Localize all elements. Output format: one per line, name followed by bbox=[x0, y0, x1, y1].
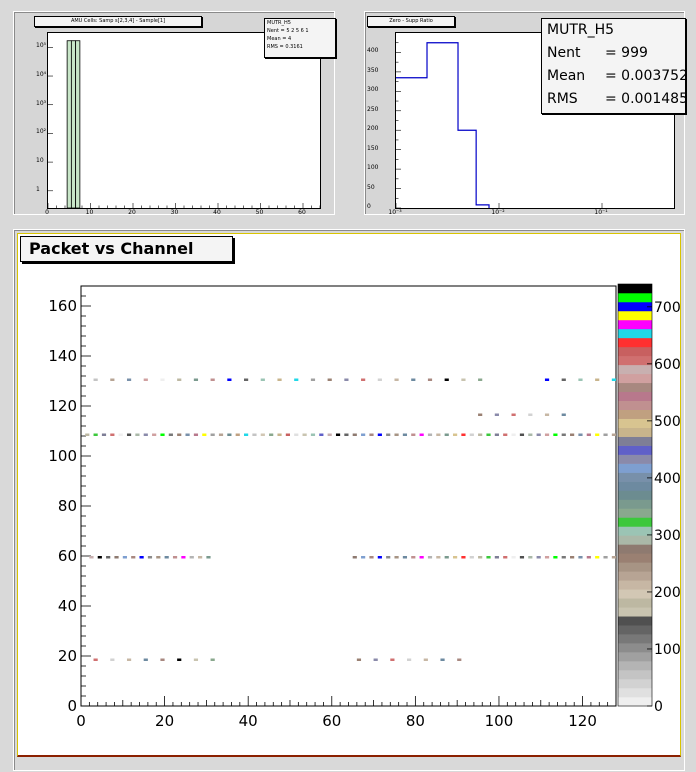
heatmap-cell bbox=[211, 434, 215, 437]
heatmap-cell bbox=[123, 556, 127, 559]
heatmap-cell bbox=[512, 556, 516, 559]
heatmap-y-tick-label: 80 bbox=[57, 497, 77, 515]
heatmap-cell bbox=[160, 659, 164, 662]
color-scale-swatch bbox=[618, 634, 652, 643]
color-scale-tick-label: 300 bbox=[654, 527, 680, 544]
amu-x-tick-label: 60 bbox=[298, 209, 306, 216]
color-scale-swatch bbox=[618, 374, 652, 383]
heatmap-cell bbox=[457, 659, 461, 662]
heatmap-y-tick-label: 20 bbox=[57, 647, 77, 665]
heatmap-cell bbox=[478, 556, 482, 559]
color-scale-swatch bbox=[618, 688, 652, 697]
heatmap-cell bbox=[407, 659, 411, 662]
packet-vs-channel-frame bbox=[17, 233, 681, 757]
heatmap-cell bbox=[344, 379, 348, 382]
heatmap-cell bbox=[520, 434, 524, 437]
heatmap-cell bbox=[595, 434, 599, 437]
zero-supp-x-tick-label: 10⁻³ bbox=[388, 209, 402, 216]
amu-y-tick-label: 10⁵ bbox=[36, 42, 47, 50]
heatmap-cell bbox=[369, 434, 373, 437]
heatmap-cell bbox=[169, 434, 173, 437]
heatmap-cell bbox=[110, 434, 114, 437]
heatmap-cell bbox=[603, 556, 607, 559]
heatmap-cell bbox=[244, 379, 248, 382]
heatmap-cell bbox=[303, 434, 307, 437]
color-scale-swatch bbox=[618, 580, 652, 589]
zero-supp-pad bbox=[364, 11, 688, 216]
heatmap-cell bbox=[445, 434, 449, 437]
zero-supp-stats-box bbox=[541, 18, 686, 114]
heatmap-cell bbox=[177, 379, 181, 382]
heatmap-cell bbox=[194, 434, 198, 437]
heatmap-cell bbox=[461, 434, 465, 437]
heatmap-y-tick-label: 140 bbox=[48, 347, 77, 365]
heatmap-cell bbox=[211, 659, 215, 662]
heatmap-cell bbox=[152, 434, 156, 437]
heatmap-y-tick-label: 0 bbox=[67, 697, 77, 715]
heatmap-x-tick-label: 80 bbox=[405, 712, 425, 730]
heatmap-y-tick-label: 160 bbox=[48, 297, 77, 315]
heatmap-cell bbox=[89, 556, 93, 559]
heatmap-cell bbox=[244, 434, 248, 437]
amu-cells-stats-box bbox=[264, 18, 336, 58]
heatmap-cell bbox=[328, 379, 332, 382]
color-scale-swatch bbox=[618, 383, 652, 392]
heatmap-cell bbox=[411, 556, 415, 559]
heatmap-cell bbox=[261, 379, 265, 382]
heatmap-cell bbox=[578, 379, 582, 382]
heatmap-cell bbox=[94, 379, 98, 382]
heatmap-cell bbox=[570, 556, 574, 559]
color-scale-swatch bbox=[618, 508, 652, 517]
heatmap-plot-area bbox=[81, 286, 616, 706]
heatmap-cell bbox=[587, 556, 591, 559]
zero-supp-y-tick-label: 150 bbox=[367, 144, 379, 152]
heatmap-cell bbox=[436, 556, 440, 559]
color-scale-swatch bbox=[618, 482, 652, 491]
heatmap-cell bbox=[156, 556, 160, 559]
color-scale-swatch bbox=[618, 553, 652, 562]
amu-stats-line: MUTR_H5 bbox=[267, 20, 291, 26]
heatmap-cell bbox=[353, 434, 357, 437]
zero-supp-title: Zero - Supp Ratio bbox=[367, 16, 455, 27]
heatmap-x-tick-label: 40 bbox=[238, 712, 258, 730]
packet-vs-channel-pad bbox=[13, 229, 685, 771]
heatmap-cell bbox=[94, 434, 98, 437]
heatmap-cell bbox=[428, 379, 432, 382]
heatmap-y-tick-label: 100 bbox=[48, 447, 77, 465]
heatmap-cell bbox=[394, 379, 398, 382]
zero-supp-y-tick-label: 0 bbox=[367, 203, 371, 210]
heatmap-cell bbox=[311, 434, 315, 437]
heatmap-cell bbox=[403, 556, 407, 559]
heatmap-y-tick-label: 120 bbox=[48, 397, 77, 415]
heatmap-cell bbox=[470, 556, 474, 559]
heatmap-cell bbox=[236, 434, 240, 437]
color-scale-swatch bbox=[618, 544, 652, 553]
heatmap-cell bbox=[294, 434, 298, 437]
heatmap-cell bbox=[495, 434, 499, 437]
color-scale-swatch bbox=[618, 697, 652, 706]
heatmap-x-tick-label: 20 bbox=[155, 712, 175, 730]
heatmap-y-tick-label: 40 bbox=[57, 597, 77, 615]
color-scale-swatch bbox=[618, 473, 652, 482]
heatmap-cell bbox=[261, 434, 265, 437]
heatmap-cell bbox=[403, 434, 407, 437]
heatmap-cell bbox=[361, 556, 365, 559]
heatmap-cell bbox=[131, 556, 135, 559]
heatmap-cell bbox=[386, 434, 390, 437]
amu-y-tick-label: 10² bbox=[36, 128, 47, 136]
heatmap-cell bbox=[110, 379, 114, 382]
heatmap-cell bbox=[160, 434, 164, 437]
color-scale-swatch bbox=[618, 517, 652, 526]
heatmap-cell bbox=[328, 434, 332, 437]
heatmap-cell bbox=[528, 556, 532, 559]
heatmap-cell bbox=[119, 434, 123, 437]
heatmap-cell bbox=[144, 434, 148, 437]
heatmap-cell bbox=[562, 434, 566, 437]
heatmap-cell bbox=[545, 434, 549, 437]
heatmap-cell bbox=[361, 434, 365, 437]
color-scale-swatch bbox=[618, 347, 652, 356]
heatmap-cell bbox=[110, 659, 114, 662]
color-scale-swatch bbox=[618, 491, 652, 500]
amu-y-tick-label: 1 bbox=[36, 185, 40, 193]
color-scale-swatch bbox=[618, 410, 652, 419]
heatmap-cell bbox=[177, 434, 181, 437]
heatmap-x-tick-label: 60 bbox=[322, 712, 342, 730]
color-scale-swatch bbox=[618, 302, 652, 311]
heatmap-cell bbox=[420, 556, 424, 559]
color-scale-swatch bbox=[618, 464, 652, 473]
heatmap-cell bbox=[369, 556, 373, 559]
amu-cells-pad bbox=[13, 11, 335, 215]
heatmap-cell bbox=[135, 434, 139, 437]
heatmap-cell bbox=[181, 556, 185, 559]
heatmap-cell bbox=[545, 379, 549, 382]
heatmap-cell bbox=[277, 379, 281, 382]
heatmap-cell bbox=[148, 556, 152, 559]
heatmap-cell bbox=[553, 556, 557, 559]
heatmap-cell bbox=[478, 414, 482, 417]
heatmap-cell bbox=[428, 556, 432, 559]
heatmap-cell bbox=[336, 434, 340, 437]
color-scale-tick-label: 500 bbox=[654, 413, 680, 430]
color-scale-swatch bbox=[618, 643, 652, 652]
heatmap-cell bbox=[603, 434, 607, 437]
heatmap-cell bbox=[486, 556, 490, 559]
heatmap-cell bbox=[160, 379, 164, 382]
stats-label: Mean bbox=[547, 68, 586, 84]
heatmap-cell bbox=[578, 434, 582, 437]
color-scale-swatch bbox=[618, 428, 652, 437]
heatmap-cell bbox=[495, 414, 499, 417]
heatmap-cell bbox=[390, 659, 394, 662]
heatmap-cell bbox=[562, 379, 566, 382]
heatmap-cell bbox=[420, 434, 424, 437]
heatmap-cell bbox=[144, 379, 148, 382]
zero-supp-y-tick-label: 50 bbox=[367, 183, 375, 191]
color-scale-swatch bbox=[618, 661, 652, 670]
color-scale-swatch bbox=[618, 338, 652, 347]
heatmap-cell bbox=[98, 556, 102, 559]
heatmap-cell bbox=[528, 414, 532, 417]
heatmap-cell bbox=[512, 414, 516, 417]
heatmap-cell bbox=[537, 556, 541, 559]
amu-bar bbox=[76, 41, 80, 208]
heatmap-cell bbox=[545, 556, 549, 559]
heatmap-cell bbox=[194, 379, 198, 382]
color-scale-tick-label: 600 bbox=[654, 356, 680, 373]
amu-cells-plot-frame bbox=[47, 32, 321, 209]
heatmap-cell bbox=[227, 379, 231, 382]
amu-stats-line: Nent = 5 2 5 6 1 bbox=[267, 28, 309, 34]
heatmap-cell bbox=[269, 434, 273, 437]
heatmap-cell bbox=[114, 556, 118, 559]
color-scale-swatch bbox=[618, 589, 652, 598]
heatmap-cell bbox=[378, 379, 382, 382]
color-scale-tick-label: 100 bbox=[654, 641, 680, 658]
zero-supp-y-tick-label: 300 bbox=[367, 86, 379, 94]
amu-stats-line: RMS = 0.3161 bbox=[267, 44, 303, 50]
amu-x-tick-label: 30 bbox=[170, 209, 179, 216]
heatmap-y-tick-label: 60 bbox=[57, 547, 77, 565]
heatmap-cell bbox=[445, 379, 449, 382]
amu-x-tick-label: 40 bbox=[213, 209, 221, 216]
zero-supp-series-line bbox=[396, 43, 489, 208]
heatmap-cell bbox=[394, 556, 398, 559]
heatmap-cell bbox=[595, 556, 599, 559]
heatmap-cell bbox=[478, 434, 482, 437]
heatmap-cell bbox=[374, 659, 378, 662]
heatmap-cell bbox=[587, 434, 591, 437]
color-scale-swatch bbox=[618, 499, 652, 508]
amu-y-tick-label: 10⁴ bbox=[36, 71, 47, 79]
zero-supp-x-tick-label: 10⁻² bbox=[491, 209, 505, 216]
heatmap-x-tick-label: 120 bbox=[568, 712, 597, 730]
color-scale-swatch bbox=[618, 526, 652, 535]
heatmap-cell bbox=[127, 379, 131, 382]
zero-supp-stats-row bbox=[547, 65, 688, 88]
stats-value: = 0.003752 bbox=[605, 68, 688, 84]
color-scale-swatch bbox=[618, 562, 652, 571]
heatmap-cell bbox=[440, 659, 444, 662]
packet-vs-channel-title: Packet vs Channel bbox=[20, 236, 233, 262]
stats-label: Nent bbox=[547, 45, 581, 61]
amu-x-tick-label: 10 bbox=[85, 209, 94, 216]
heatmap-cell bbox=[520, 556, 524, 559]
zero-supp-y-tick-label: 200 bbox=[367, 125, 379, 133]
heatmap-cell bbox=[185, 434, 189, 437]
heatmap-cell bbox=[102, 434, 106, 437]
heatmap-cell bbox=[562, 556, 566, 559]
color-scale-swatch bbox=[618, 284, 652, 293]
amu-cells-title: AMU Cells: Samp s[2,3,4] - Sample[1] bbox=[34, 16, 202, 27]
heatmap-x-tick-label: 0 bbox=[76, 712, 86, 730]
heatmap-cell bbox=[190, 556, 194, 559]
zero-supp-stats-row bbox=[547, 88, 688, 111]
color-scale-swatch bbox=[618, 679, 652, 688]
heatmap-cell bbox=[570, 434, 574, 437]
stats-value: = 0.001485 bbox=[605, 91, 688, 107]
heatmap-cell bbox=[378, 434, 382, 437]
amu-x-tick-label: 20 bbox=[128, 209, 136, 216]
color-scale-tick-label: 400 bbox=[654, 470, 680, 487]
heatmap-cell bbox=[394, 434, 398, 437]
color-scale-swatch bbox=[618, 535, 652, 544]
zero-supp-y-tick-label: 100 bbox=[367, 164, 379, 172]
heatmap-cell bbox=[512, 434, 516, 437]
heatmap-cell bbox=[528, 434, 532, 437]
heatmap-cell bbox=[461, 556, 465, 559]
heatmap-cell bbox=[294, 379, 298, 382]
heatmap-cell bbox=[319, 434, 323, 437]
heatmap-cell bbox=[252, 434, 256, 437]
heatmap-cell bbox=[537, 434, 541, 437]
amu-x-tick-label: 0 bbox=[45, 209, 49, 216]
heatmap-cell bbox=[386, 556, 390, 559]
heatmap-cell bbox=[436, 434, 440, 437]
heatmap-cell bbox=[177, 659, 181, 662]
color-scale-swatch bbox=[618, 365, 652, 374]
color-scale-swatch bbox=[618, 401, 652, 410]
color-scale-swatch bbox=[618, 437, 652, 446]
color-scale-swatch bbox=[618, 356, 652, 365]
stats-label: RMS bbox=[547, 91, 578, 107]
heatmap-cell bbox=[227, 434, 231, 437]
heatmap-cell bbox=[144, 659, 148, 662]
heatmap-cell bbox=[127, 659, 131, 662]
heatmap-cell bbox=[361, 379, 365, 382]
color-scale-swatch bbox=[618, 329, 652, 338]
heatmap-cell bbox=[612, 434, 616, 437]
color-scale-swatch bbox=[618, 616, 652, 625]
heatmap-cell bbox=[411, 379, 415, 382]
heatmap-cell bbox=[94, 659, 98, 662]
heatmap-cell bbox=[357, 659, 361, 662]
heatmap-cell bbox=[470, 434, 474, 437]
heatmap-cell bbox=[127, 434, 131, 437]
heatmap-cell bbox=[140, 556, 144, 559]
amu-stats-line: Mean = 4 bbox=[267, 36, 292, 42]
heatmap-cell bbox=[503, 434, 507, 437]
heatmap-cell bbox=[202, 434, 206, 437]
color-scale-swatch bbox=[618, 419, 652, 428]
heatmap-cell bbox=[198, 556, 202, 559]
color-scale-tick-label: 700 bbox=[654, 299, 680, 316]
zero-supp-x-tick-label: 10⁻¹ bbox=[594, 209, 608, 216]
zero-supp-stats-row bbox=[547, 42, 685, 65]
heatmap-cell bbox=[173, 556, 177, 559]
heatmap-cell bbox=[219, 434, 223, 437]
heatmap-x-tick-label: 100 bbox=[484, 712, 514, 730]
color-scale-swatch bbox=[618, 652, 652, 661]
stats-value: = 999 bbox=[605, 45, 648, 61]
heatmap-cell bbox=[106, 556, 110, 559]
heatmap-cell bbox=[453, 556, 457, 559]
heatmap-cell bbox=[286, 434, 290, 437]
heatmap-cell bbox=[595, 379, 599, 382]
heatmap-cell bbox=[428, 434, 432, 437]
heatmap-cell bbox=[478, 379, 482, 382]
amu-x-tick-label: 50 bbox=[255, 209, 264, 216]
heatmap-cell bbox=[503, 556, 507, 559]
color-scale-swatch bbox=[618, 571, 652, 580]
color-scale-swatch bbox=[618, 311, 652, 320]
heatmap-cell bbox=[311, 379, 315, 382]
amu-y-tick-label: 10 bbox=[36, 157, 44, 165]
zero-supp-y-tick-label: 250 bbox=[367, 105, 379, 113]
amu-y-tick-label: 10³ bbox=[36, 99, 47, 107]
heatmap-cell bbox=[411, 434, 415, 437]
color-scale-swatch bbox=[618, 598, 652, 607]
zero-supp-y-tick-label: 400 bbox=[367, 47, 379, 55]
zero-supp-y-tick-label: 350 bbox=[367, 66, 379, 74]
heatmap-cell bbox=[445, 556, 449, 559]
heatmap-cell bbox=[612, 556, 616, 559]
heatmap-cell bbox=[461, 379, 465, 382]
color-scale-swatch bbox=[618, 392, 652, 401]
heatmap-cell bbox=[344, 434, 348, 437]
color-scale-swatch bbox=[618, 625, 652, 634]
amu-bar bbox=[67, 41, 71, 208]
heatmap-cell bbox=[545, 414, 549, 417]
color-scale-swatch bbox=[618, 670, 652, 679]
heatmap-cell bbox=[277, 434, 281, 437]
heatmap-cell bbox=[424, 659, 428, 662]
heatmap-cell bbox=[378, 556, 382, 559]
amu-cells-histogram bbox=[48, 33, 320, 208]
heatmap-cell bbox=[486, 434, 490, 437]
heatmap-cell bbox=[211, 379, 215, 382]
heatmap-cell bbox=[85, 434, 89, 437]
heatmap-cell bbox=[206, 556, 210, 559]
amu-bar bbox=[71, 41, 75, 208]
heatmap-cell bbox=[165, 556, 169, 559]
zero-supp-stats-name: MUTR_H5 bbox=[547, 22, 615, 38]
color-scale-swatch bbox=[618, 607, 652, 616]
heatmap-cell bbox=[578, 556, 582, 559]
color-scale-swatch bbox=[618, 455, 652, 464]
color-scale-tick-label: 200 bbox=[654, 584, 680, 601]
heatmap-cell bbox=[562, 414, 566, 417]
color-scale-tick-label: 0 bbox=[654, 699, 663, 715]
heatmap-cell bbox=[612, 379, 616, 382]
heatmap-cell bbox=[453, 434, 457, 437]
packet-vs-channel-heatmap bbox=[18, 234, 680, 755]
heatmap-cell bbox=[194, 659, 198, 662]
color-scale-swatch bbox=[618, 293, 652, 302]
heatmap-cell bbox=[495, 556, 499, 559]
heatmap-cell bbox=[353, 556, 357, 559]
color-scale-swatch bbox=[618, 320, 652, 329]
heatmap-cell bbox=[553, 434, 557, 437]
color-scale-swatch bbox=[618, 446, 652, 455]
